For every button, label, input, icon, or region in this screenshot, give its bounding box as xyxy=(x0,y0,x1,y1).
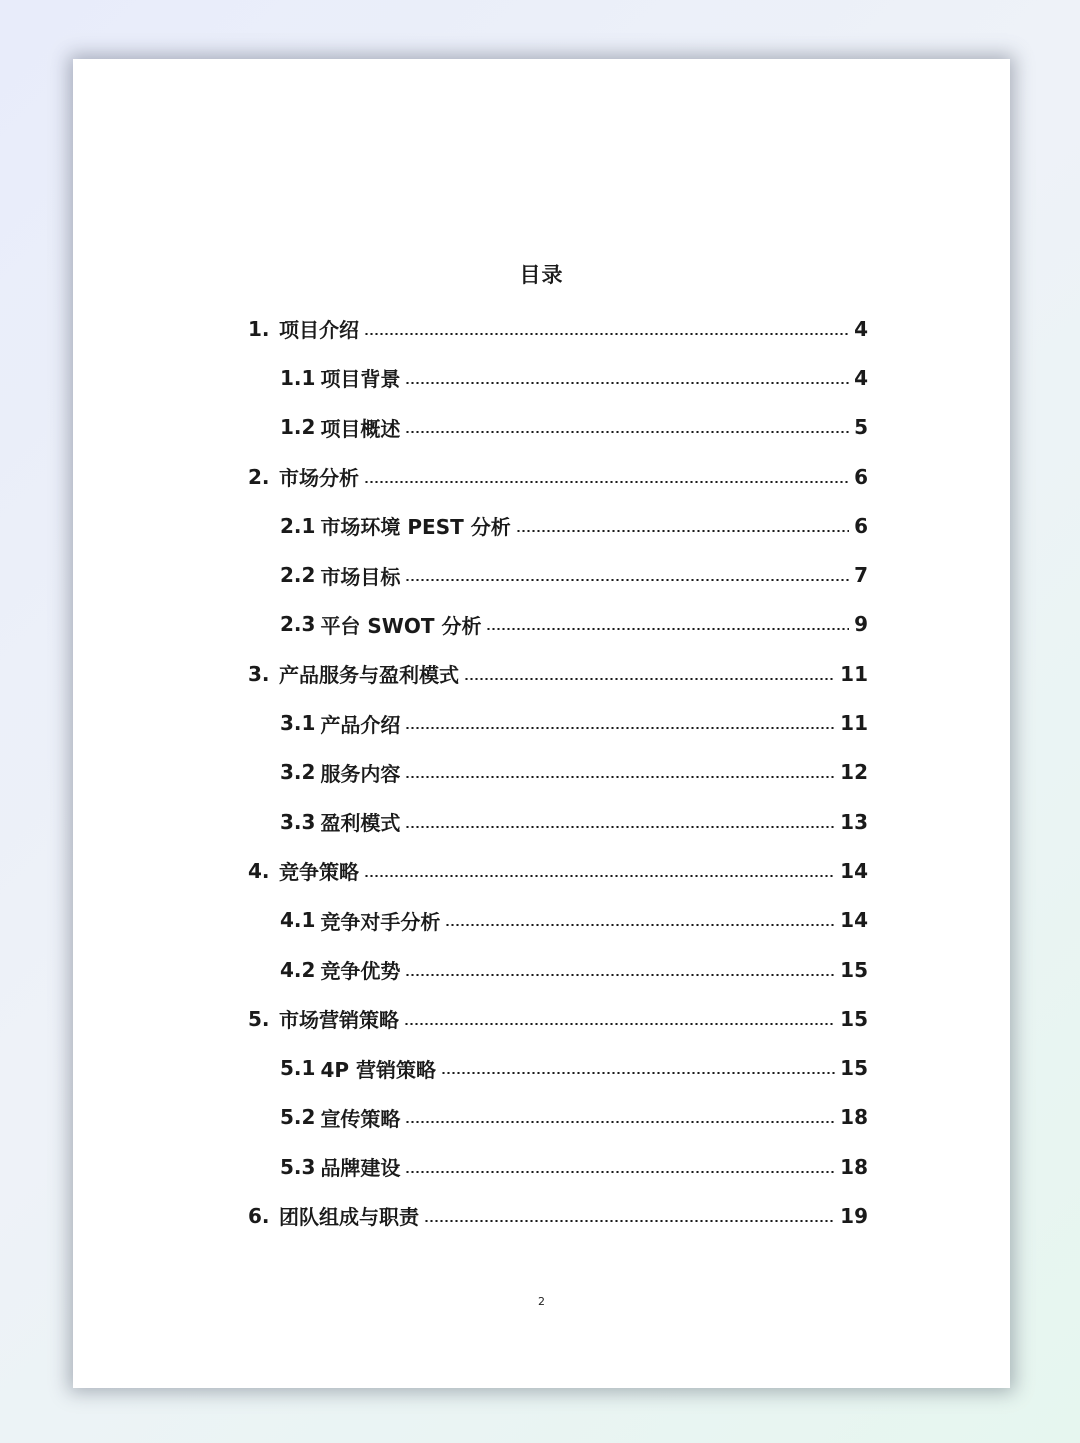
toc-dot-leader xyxy=(441,1072,835,1074)
toc-entry-page: 15 xyxy=(840,1006,868,1031)
toc-entry-number: 3.1 xyxy=(280,711,316,736)
toc-dot-leader xyxy=(486,628,849,630)
toc-subsection-entry[interactable] xyxy=(248,896,868,945)
toc-entry-title: 市场目标 xyxy=(320,564,401,589)
toc-section-entry[interactable] xyxy=(248,846,868,895)
toc-entry-number: 4.2 xyxy=(280,957,316,982)
toc-dot-leader xyxy=(364,875,835,877)
toc-entry-page: 13 xyxy=(840,809,868,834)
toc-dot-leader xyxy=(405,382,849,384)
toc-entry-title: 项目概述 xyxy=(320,416,401,441)
toc-subsection-entry[interactable] xyxy=(248,1093,868,1142)
toc-dot-leader xyxy=(516,530,849,532)
toc-dot-leader xyxy=(405,974,835,976)
toc-entry-number: 4.1 xyxy=(280,908,316,933)
toc-dot-leader xyxy=(405,826,835,828)
toc-entry-title: 4P 营销策略 xyxy=(320,1057,436,1082)
toc-entry-number: 5.2 xyxy=(280,1105,316,1130)
toc-entry-title: 市场环境 PEST 分析 xyxy=(320,515,511,540)
toc-entry-page: 6 xyxy=(854,513,868,538)
toc-entry-title: 竞争对手分析 xyxy=(320,909,441,934)
toc-entry-title: 项目背景 xyxy=(320,367,401,392)
toc-dot-leader xyxy=(364,481,849,483)
toc-entry-title: 竞争优势 xyxy=(320,959,401,983)
toc-entry-title: 盈利模式 xyxy=(320,811,401,836)
toc-entry-number: 3. xyxy=(248,661,270,686)
toc-entry-page: 18 xyxy=(840,1105,868,1130)
toc-entry-page: 9 xyxy=(854,612,868,637)
toc-entry-page: 18 xyxy=(840,1154,868,1179)
toc-entry-title: 市场分析 xyxy=(279,466,359,491)
toc-subsection-entry[interactable] xyxy=(248,797,868,846)
toc-entry-number: 2.1 xyxy=(280,513,316,538)
toc-entry-title: 市场营销策略 xyxy=(279,1008,399,1033)
toc-subsection-entry[interactable] xyxy=(248,550,868,599)
toc-entry-title: 服务内容 xyxy=(320,761,401,786)
page-number: 2 xyxy=(538,1295,545,1308)
toc-subsection-entry[interactable] xyxy=(248,698,868,747)
toc-entry-title: 团队组成与职责 xyxy=(279,1205,419,1230)
toc-entry-page: 19 xyxy=(840,1203,868,1228)
table-of-contents xyxy=(248,304,868,1241)
toc-entry-number: 6. xyxy=(248,1203,270,1228)
toc-section-entry[interactable] xyxy=(248,452,868,501)
toc-entry-number: 1. xyxy=(248,316,270,341)
toc-entry-number: 5.1 xyxy=(280,1056,316,1081)
toc-entry-title: 宣传策略 xyxy=(320,1106,401,1131)
toc-entry-number: 5. xyxy=(248,1006,270,1031)
toc-entry-number: 3.3 xyxy=(280,809,316,834)
toc-entry-page: 11 xyxy=(840,711,868,736)
toc-dot-leader xyxy=(405,431,849,433)
toc-dot-leader xyxy=(405,579,849,581)
toc-entry-page: 5 xyxy=(854,415,868,440)
toc-dot-leader xyxy=(405,727,835,729)
toc-entry-page: 14 xyxy=(840,908,868,933)
toc-dot-leader xyxy=(424,1220,835,1222)
toc-entry-page: 15 xyxy=(840,957,868,982)
toc-entry-title: 竞争策略 xyxy=(279,860,359,885)
toc-title: 目录 xyxy=(519,263,564,287)
toc-entry-number: 1.2 xyxy=(280,415,316,440)
toc-entry-number: 2. xyxy=(248,464,270,489)
toc-entry-title: 平台 SWOT 分析 xyxy=(320,613,482,638)
toc-section-entry[interactable] xyxy=(248,649,868,698)
toc-entry-number: 2.2 xyxy=(280,563,316,588)
toc-subsection-entry[interactable] xyxy=(248,600,868,649)
toc-entry-number: 4. xyxy=(248,858,270,883)
toc-entry-title: 品牌建设 xyxy=(320,1156,401,1181)
toc-subsection-entry[interactable] xyxy=(248,1043,868,1092)
toc-subsection-entry[interactable] xyxy=(248,748,868,797)
toc-entry-page: 15 xyxy=(840,1056,868,1081)
document-page xyxy=(73,59,1010,1388)
toc-entry-number: 5.3 xyxy=(280,1154,316,1179)
toc-subsection-entry[interactable] xyxy=(248,1142,868,1191)
toc-entry-page: 6 xyxy=(854,464,868,489)
toc-dot-leader xyxy=(464,678,835,680)
toc-entry-page: 4 xyxy=(854,316,868,341)
toc-entry-title: 产品服务与盈利模式 xyxy=(279,663,459,688)
toc-dot-leader xyxy=(405,776,835,778)
toc-subsection-entry[interactable] xyxy=(248,501,868,550)
toc-section-entry[interactable] xyxy=(248,1191,868,1240)
toc-dot-leader xyxy=(405,1171,835,1173)
toc-subsection-entry[interactable] xyxy=(248,945,868,994)
toc-dot-leader xyxy=(445,924,835,926)
toc-dot-leader xyxy=(404,1023,835,1025)
toc-section-entry[interactable] xyxy=(248,304,868,353)
toc-entry-number: 1.1 xyxy=(280,365,316,390)
toc-entry-number: 2.3 xyxy=(280,612,316,637)
toc-entry-page: 14 xyxy=(840,858,868,883)
toc-section-entry[interactable] xyxy=(248,994,868,1043)
toc-entry-title: 项目介绍 xyxy=(279,318,359,343)
toc-subsection-entry[interactable] xyxy=(248,403,868,452)
toc-entry-title: 产品介绍 xyxy=(320,712,401,737)
toc-entry-page: 12 xyxy=(840,760,868,785)
toc-entry-page: 7 xyxy=(854,563,868,588)
toc-entry-page: 4 xyxy=(854,365,868,390)
toc-dot-leader xyxy=(405,1121,835,1123)
toc-entry-page: 11 xyxy=(840,661,868,686)
toc-entry-number: 3.2 xyxy=(280,760,316,785)
toc-dot-leader xyxy=(364,333,849,335)
toc-subsection-entry[interactable] xyxy=(248,353,868,402)
